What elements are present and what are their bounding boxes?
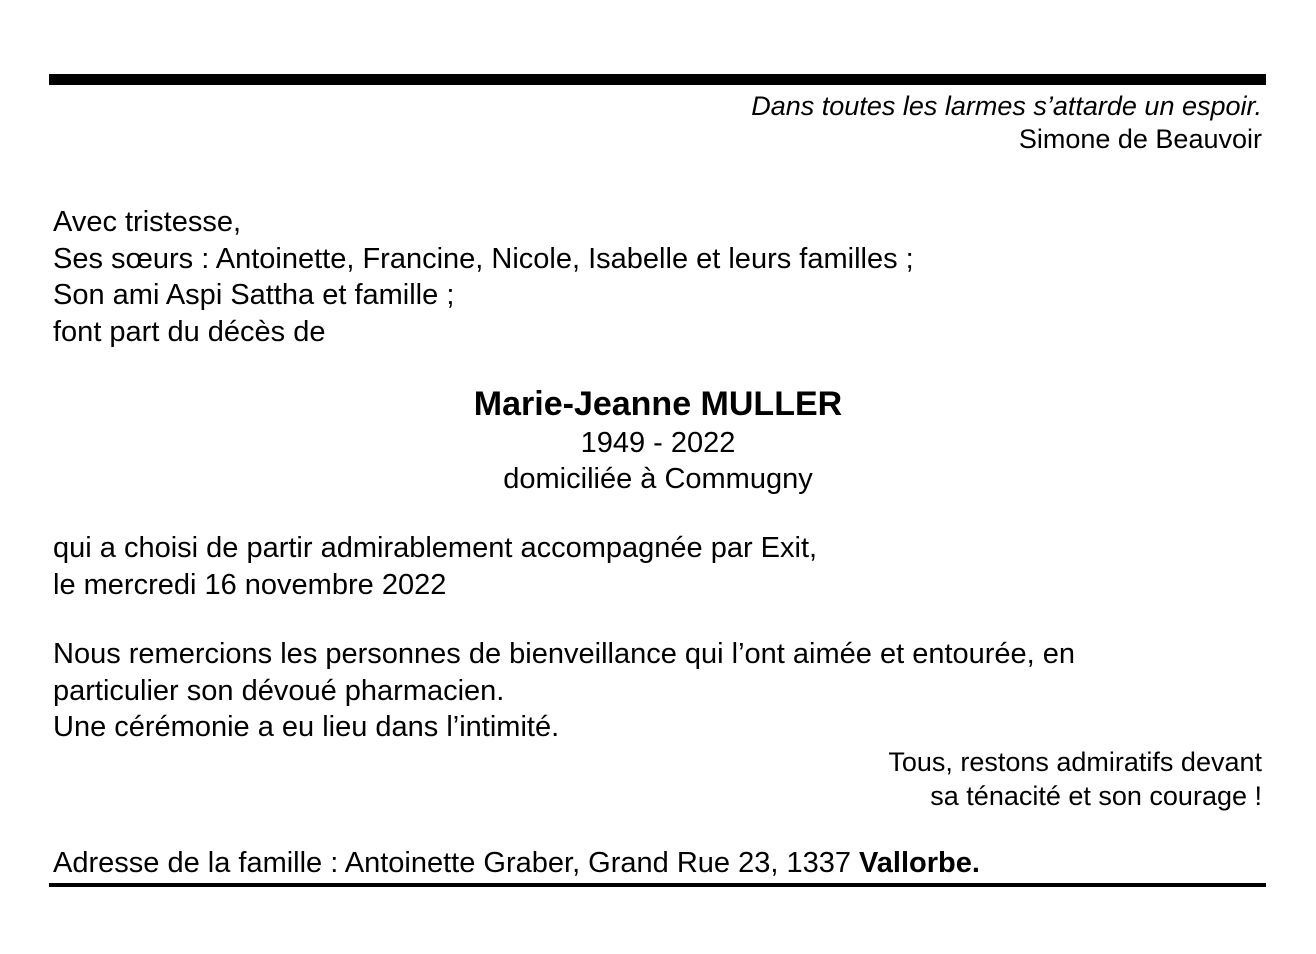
epigraph-author: Simone de Beauvoir bbox=[1018, 124, 1262, 154]
address-text: Adresse de la famille : Antoinette Graber, Grand Rue 23, 1337 bbox=[53, 847, 860, 879]
family-address bbox=[53, 845, 980, 881]
thanks-line-3: Une cérémonie a eu lieu dans l’intimité. bbox=[53, 711, 560, 743]
deceased-name: Marie-Jeanne MULLER bbox=[473, 385, 843, 423]
intro-line-4: font part du décès de bbox=[53, 315, 326, 348]
epigraph-quote: Dans toutes les larmes s’attarde un espoir. bbox=[751, 91, 1262, 121]
closing-words bbox=[888, 745, 1262, 813]
departure-line-2: le mercredi 16 novembre 2022 bbox=[53, 568, 447, 601]
departure-paragraph bbox=[53, 530, 817, 603]
intro-line-1: Avec tristesse, bbox=[53, 206, 242, 238]
deceased-years: 1949 - 2022 bbox=[580, 427, 736, 459]
thanks-line-1: Nous remercions les personnes de bienveillance qui l’ont aimée et entourée, en bbox=[53, 638, 1076, 670]
epigraph bbox=[751, 90, 1262, 156]
thanks-line-2: particulier son dévoué pharmacien. bbox=[53, 674, 505, 707]
address-city: Vallorbe. bbox=[859, 847, 980, 879]
deceased-domicile: domiciliée à Commugny bbox=[503, 463, 813, 495]
closing-line-1: Tous, restons admiratifs devant bbox=[888, 747, 1262, 777]
intro-paragraph bbox=[53, 204, 914, 350]
top-divider bbox=[49, 74, 1266, 85]
intro-line-3: Son ami Aspi Sattha et famille ; bbox=[53, 279, 455, 311]
intro-line-2: Ses sœurs : Antoinette, Francine, Nicole, Isabelle et leurs familles ; bbox=[53, 242, 914, 275]
departure-line-1: qui a choisi de partir admirablement accompagnée par Exit, bbox=[53, 532, 818, 564]
bottom-divider bbox=[49, 883, 1266, 887]
closing-line-2: sa ténacité et son courage ! bbox=[930, 781, 1262, 811]
thanks-paragraph bbox=[53, 636, 1075, 746]
